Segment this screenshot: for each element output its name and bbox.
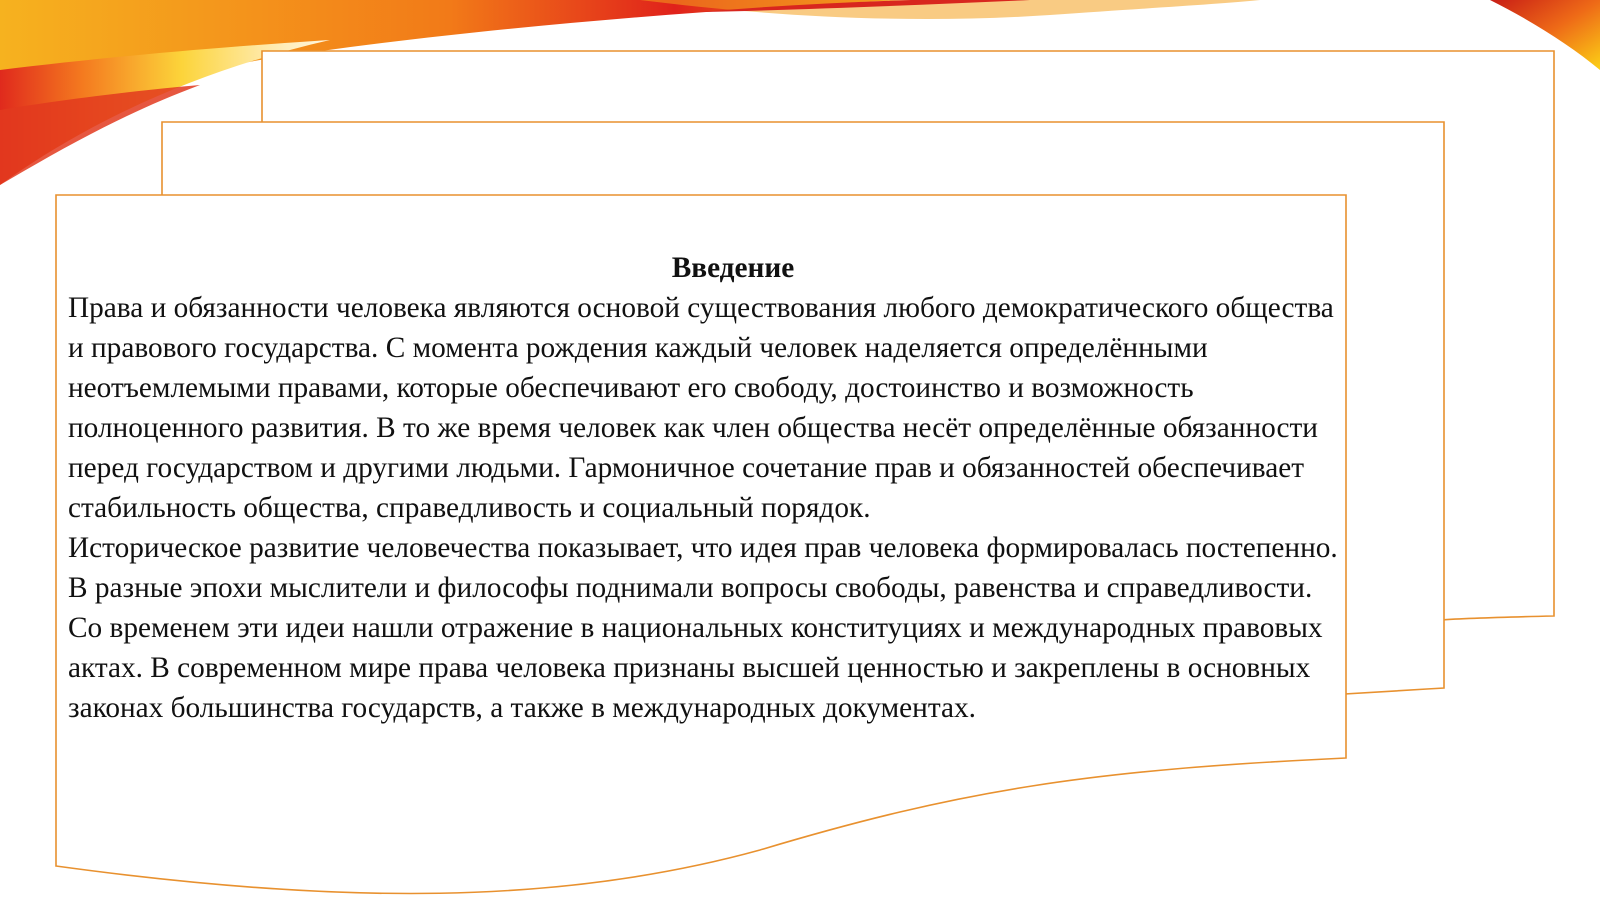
content-text <box>68 248 1338 728</box>
slide-title: Введение <box>671 252 795 284</box>
paragraph-history: Историческое развитие человечества показывает, что идея прав человека формировалась постепенно. В разные эпохи мыслители и философы поднимали вопросы свободы, равенства и справедливости. Со временем эти идеи нашли отражение в национальных конституциях и международных правовых актах. В современном мире права человека признаны высшей ценностью и закреплены в основных законах большинства государств, а также в международных документах. <box>68 532 1338 724</box>
paragraph-intro: Права и обязанности человека являются основой существования любого демократического общества и правового государства. С момента рождения каждый человек наделяется определёнными неотъемлемыми правами, которые обеспечивают его свободу, достоинство и возможность полноценного развития. В то же время человек как член общества несёт определённые обязанности перед государством и другими людьми. Гармоничное сочетание прав и обязанностей обеспечивает стабильность общества, справедливость и социальный порядок. <box>68 292 1334 524</box>
